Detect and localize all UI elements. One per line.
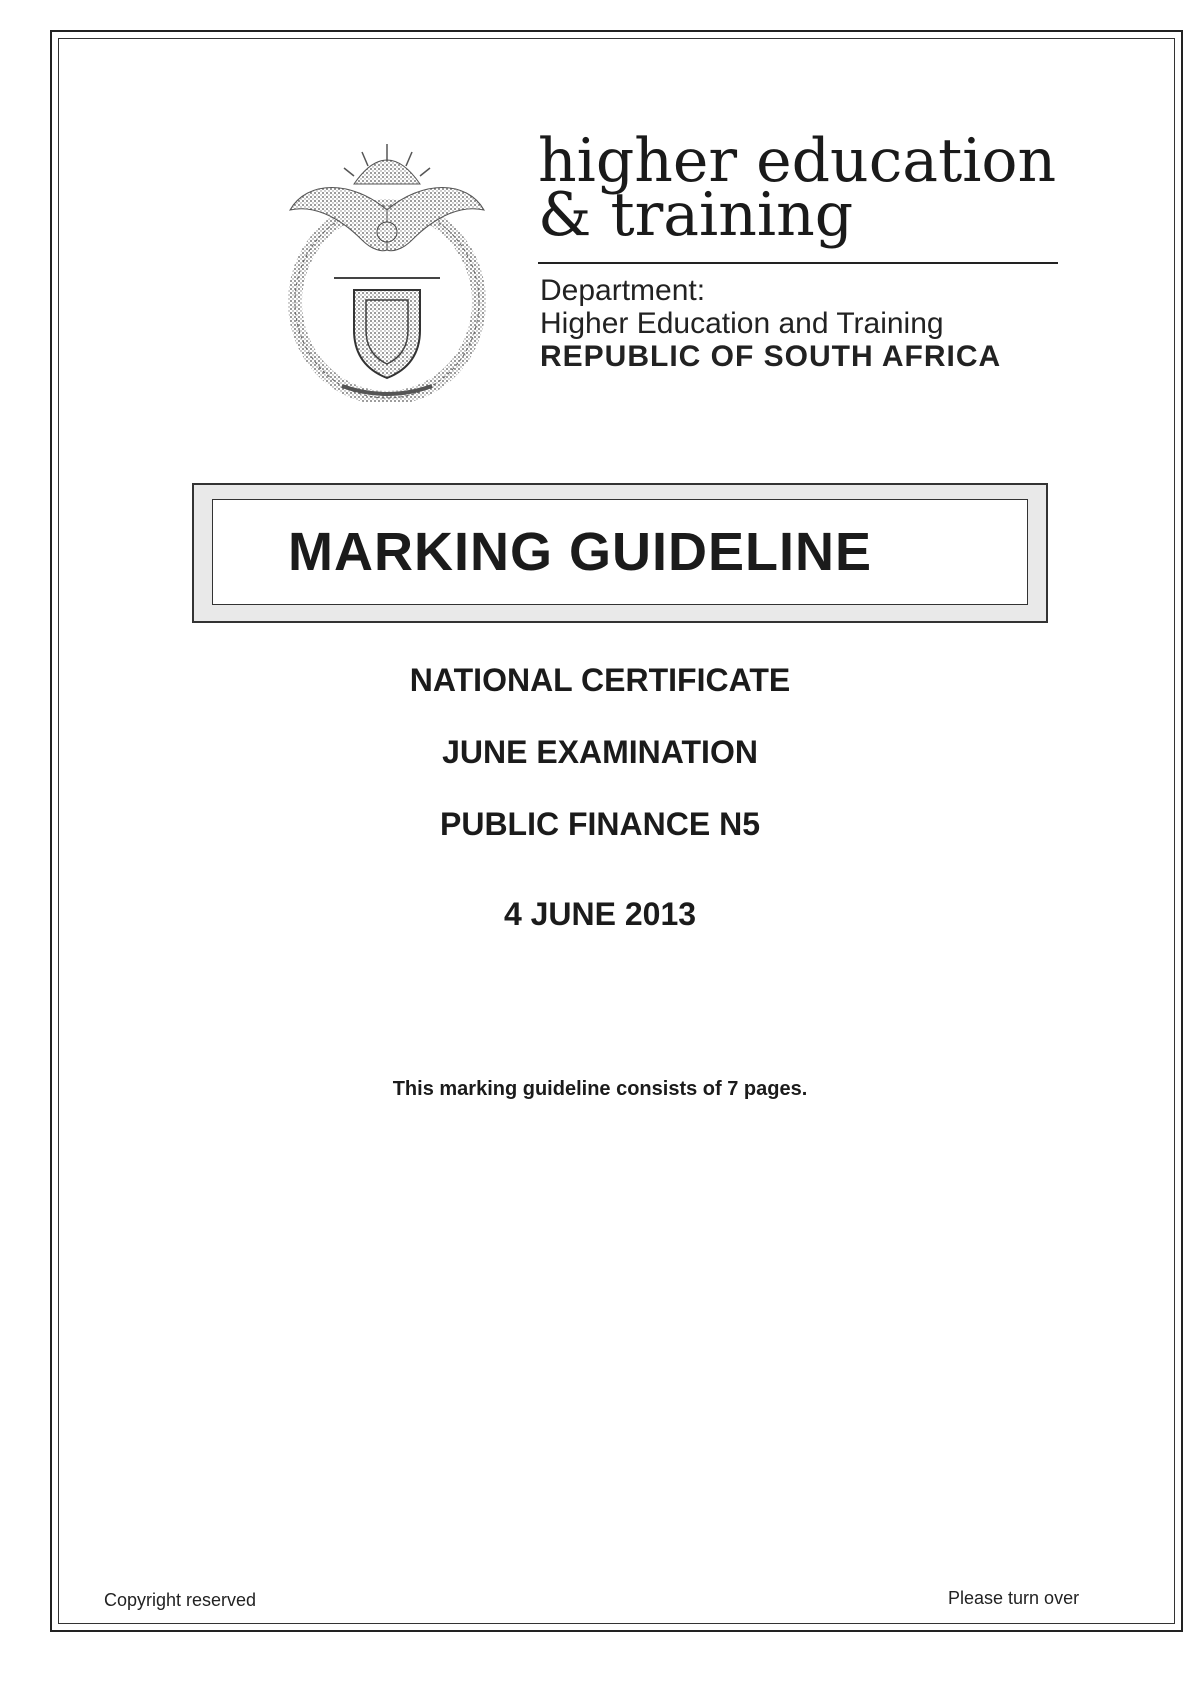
certificate-heading: NATIONAL CERTIFICATE xyxy=(409,662,791,698)
page-count-note: This marking guideline consists of 7 pages. xyxy=(392,1078,808,1100)
copyright-notice: Copyright reserved xyxy=(104,1590,257,1610)
banner-title: MARKING GUIDELINE xyxy=(288,522,872,582)
brand-title-line-2: & training xyxy=(538,180,854,250)
department-name: Higher Education and Training xyxy=(540,307,944,340)
turn-over-notice: Please turn over xyxy=(948,1588,1080,1608)
marking-guideline-banner xyxy=(192,483,1048,623)
exam-date: 4 JUNE 2013 xyxy=(503,896,697,932)
department-label: Department: xyxy=(540,274,706,307)
exam-heading: JUNE EXAMINATION xyxy=(442,734,758,770)
country-name: REPUBLIC OF SOUTH AFRICA xyxy=(540,340,1002,373)
banner-inner-frame xyxy=(212,499,1028,605)
brand-wordmark xyxy=(538,126,1057,250)
brand-divider xyxy=(538,262,1058,264)
department-block xyxy=(540,274,1001,373)
brand-title-line-1: higher education xyxy=(538,126,1057,196)
coat-of-arms-logo xyxy=(282,140,492,402)
subject-heading: PUBLIC FINANCE N5 xyxy=(439,806,760,842)
